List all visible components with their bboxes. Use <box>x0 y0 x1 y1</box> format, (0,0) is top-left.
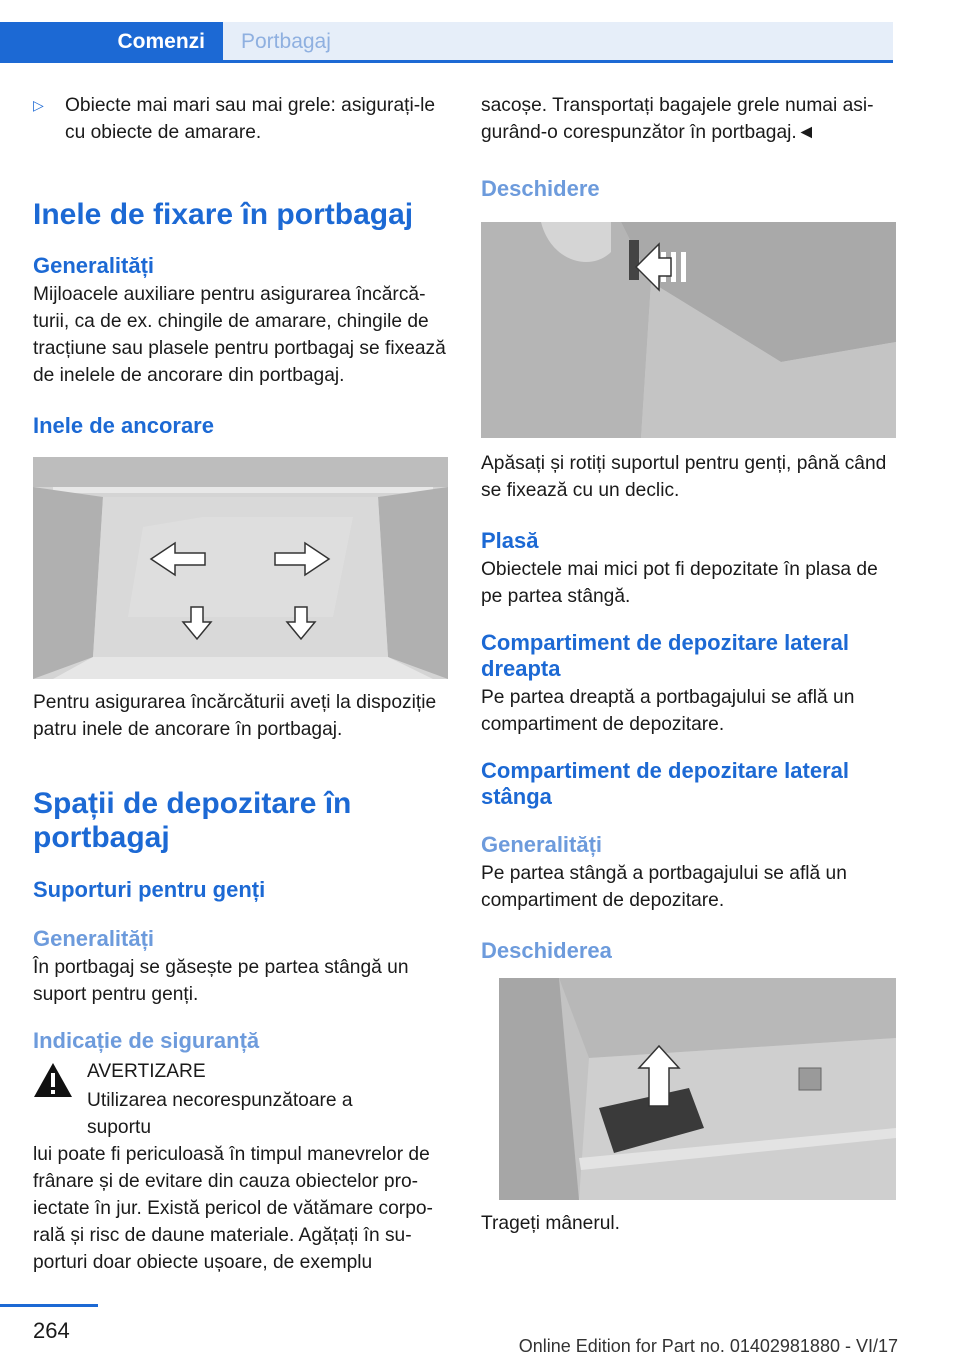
heading-inele-ancorare: Inele de ancorare <box>33 413 214 438</box>
warning-block <box>33 1058 448 1141</box>
tab-underline <box>0 60 893 63</box>
heading-generalitati-suport: Generalități <box>33 926 155 951</box>
paragraph-compartiment-stanga: Pe partea stângă a portbagajului se află un compartiment de depozitare. <box>481 863 847 911</box>
footer-divider <box>0 1304 98 1307</box>
tab-comenzi[interactable]: Comenzi <box>0 22 223 62</box>
paragraph-generalitati: Mijloacele auxiliare pentru asigurarea încărcăturii, ca de ex. chingile de amarare, chingile de tracțiune sau plasele pentru portbagaj se fixează de inelele de ancorare din portbagaj. <box>33 284 446 386</box>
tab-portbagaj[interactable]: Portbagaj <box>223 22 893 62</box>
bag-hook-photo <box>481 222 896 438</box>
heading-compartiment-stanga: Compartiment de depozitare lateral stânga <box>481 758 849 809</box>
warning-text-first-line: Utilizarea necorespunzătoare a suportu <box>87 1090 353 1138</box>
paragraph-apasati: Apăsați și rotiți suportul pentru genți, până când se fixează cu un declic. <box>481 453 887 501</box>
paragraph-sacose: sacoșe. Transportați bagajele grele numai asigurând-o corespunzător în portbagaj.◄ <box>481 95 874 143</box>
heading-spatii-depozitare: Spații de depozitare în portbagaj <box>33 787 352 854</box>
heading-deschidere: Deschidere <box>481 176 600 201</box>
paragraph-trageti: Trageți mânerul. <box>481 1213 620 1234</box>
warning-title: AVERTIZARE <box>87 1061 206 1082</box>
paragraph-compartiment-dreapta: Pe partea dreaptă a portbagajului se află un compartiment de depozitare. <box>481 687 855 735</box>
warning-triangle-icon <box>33 1058 87 1141</box>
page-number: 264 <box>33 1318 70 1343</box>
header-tabbar <box>0 0 893 62</box>
compartment-handle-photo <box>499 978 896 1200</box>
bullet-item <box>33 92 448 146</box>
heading-generalitati-stanga: Generalități <box>481 832 603 857</box>
warning-text: lui poate fi periculoasă în timpul manevrelor de frânare și de evitare din cauza obiectelor proiectate în jur. Există pericol de vătămare corporală și risc de daune materiale. Agățați în suporturi doar obiecte ușoare, de exemplu <box>33 1144 433 1273</box>
paragraph-suport: În portbagaj se găsește pe partea stângă un suport pentru genți. <box>33 957 409 1005</box>
heading-compartiment-dreapta: Compartiment de depozitare lateral dreapta <box>481 630 849 681</box>
heading-suporturi-genti: Suporturi pentru genți <box>33 877 266 902</box>
paragraph-plasa: Obiectele mai mici pot fi depozitate în plasa de pe partea stângă. <box>481 559 878 607</box>
paragraph-ancorare: Pentru asigurarea încărcăturii aveți la dispoziție patru inele de ancorare în portbagaj. <box>33 692 437 740</box>
trunk-anchor-rings-photo <box>33 457 448 679</box>
heading-plasa: Plasă <box>481 528 539 553</box>
edition-text: Online Edition for Part no. 01402981880 - VI/17 <box>518 1336 898 1356</box>
heading-deschiderea: Deschiderea <box>481 938 612 963</box>
triangle-bullet-icon: ▷ <box>33 97 44 113</box>
heading-indicatie-siguranta: Indicație de siguranță <box>33 1028 260 1053</box>
left-column <box>33 92 448 1276</box>
heading-generalitati: Generalități <box>33 253 155 278</box>
bullet-text: Obiecte mai mari sau mai grele: asigurați-le cu obiecte de amarare. <box>65 95 436 143</box>
right-column <box>481 92 896 1237</box>
heading-inele-fixare: Inele de fixare în portbagaj <box>33 198 414 231</box>
